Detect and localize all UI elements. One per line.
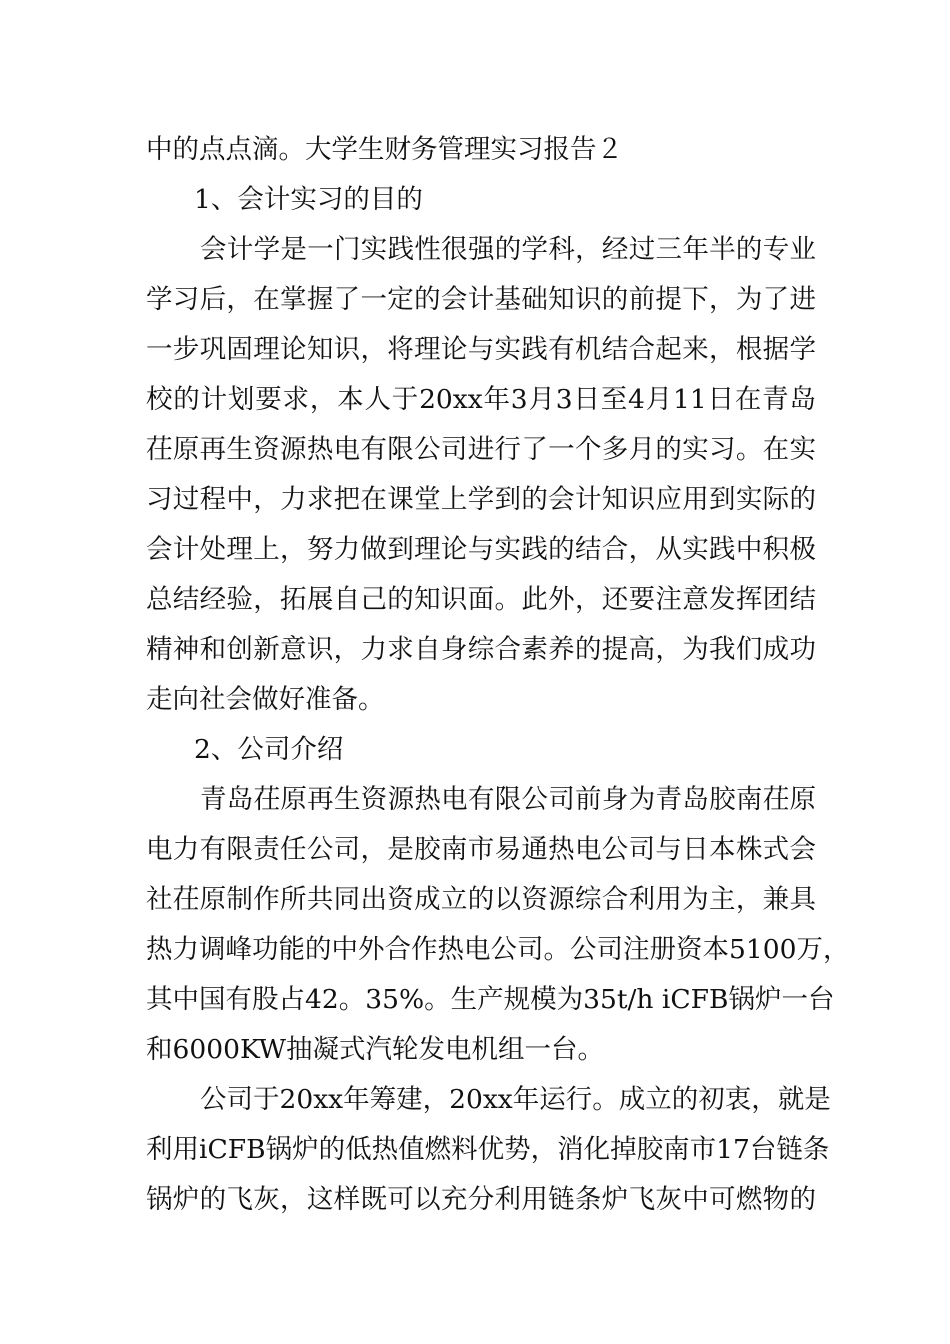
text-line: 利用iCFB锅炉的低热值燃料优势，消化掉胶南市17台链条 — [146, 1134, 830, 1165]
text-line: 走向社会做好准备。 — [146, 684, 385, 715]
text-line: 总结经验，拓展自己的知识面。此外，还要注意发挥团结 — [146, 584, 816, 615]
text-line: 和6000KW抽凝式汽轮发电机组一台。 — [146, 1034, 605, 1065]
text-line: 学习后，在掌握了一定的会计基础知识的前提下，为了进 — [146, 284, 816, 315]
text-line: 电力有限责任公司，是胶南市易通热电公司与日本株式会 — [146, 834, 816, 865]
text-line: 一步巩固理论知识，将理论与实践有机结合起来，根据学 — [146, 334, 816, 365]
text-line: 校的计划要求，本人于20xx年3月3日至4月11日在青岛 — [146, 384, 816, 415]
text-line: 公司于20xx年筹建，20xx年运行。成立的初衷，就是 — [200, 1084, 831, 1115]
text-line: 青岛茌原再生资源热电有限公司前身为青岛胶南茌原 — [200, 784, 816, 815]
text-line: 中的点点滴。大学生财务管理实习报告２ — [146, 134, 623, 165]
text-line: 锅炉的飞灰，这样既可以充分利用链条炉飞灰中可燃物的 — [146, 1184, 816, 1215]
text-line: 茌原再生资源热电有限公司进行了一个多月的实习。在实 — [146, 434, 816, 465]
text-line: 社茌原制作所共同出资成立的以资源综合利用为主，兼具 — [146, 884, 816, 915]
text-line: 精神和创新意识，力求自身综合素养的提高，为我们成功 — [146, 634, 816, 665]
text-line: 会计学是一门实践性很强的学科，经过三年半的专业 — [200, 234, 816, 265]
text-line: 热力调峰功能的中外合作热电公司。公司注册资本5100万， — [146, 934, 850, 965]
section-heading: 1、会计实习的目的 — [194, 184, 423, 215]
text-line: 其中国有股占42。35%。生产规模为35t/h iCFB锅炉一台 — [146, 984, 835, 1015]
section-heading: 2、公司介绍 — [194, 734, 344, 765]
text-line: 习过程中，力求把在课堂上学到的会计知识应用到实际的 — [146, 484, 816, 515]
text-line: 会计处理上，努力做到理论与实践的结合，从实践中积极 — [146, 534, 816, 565]
